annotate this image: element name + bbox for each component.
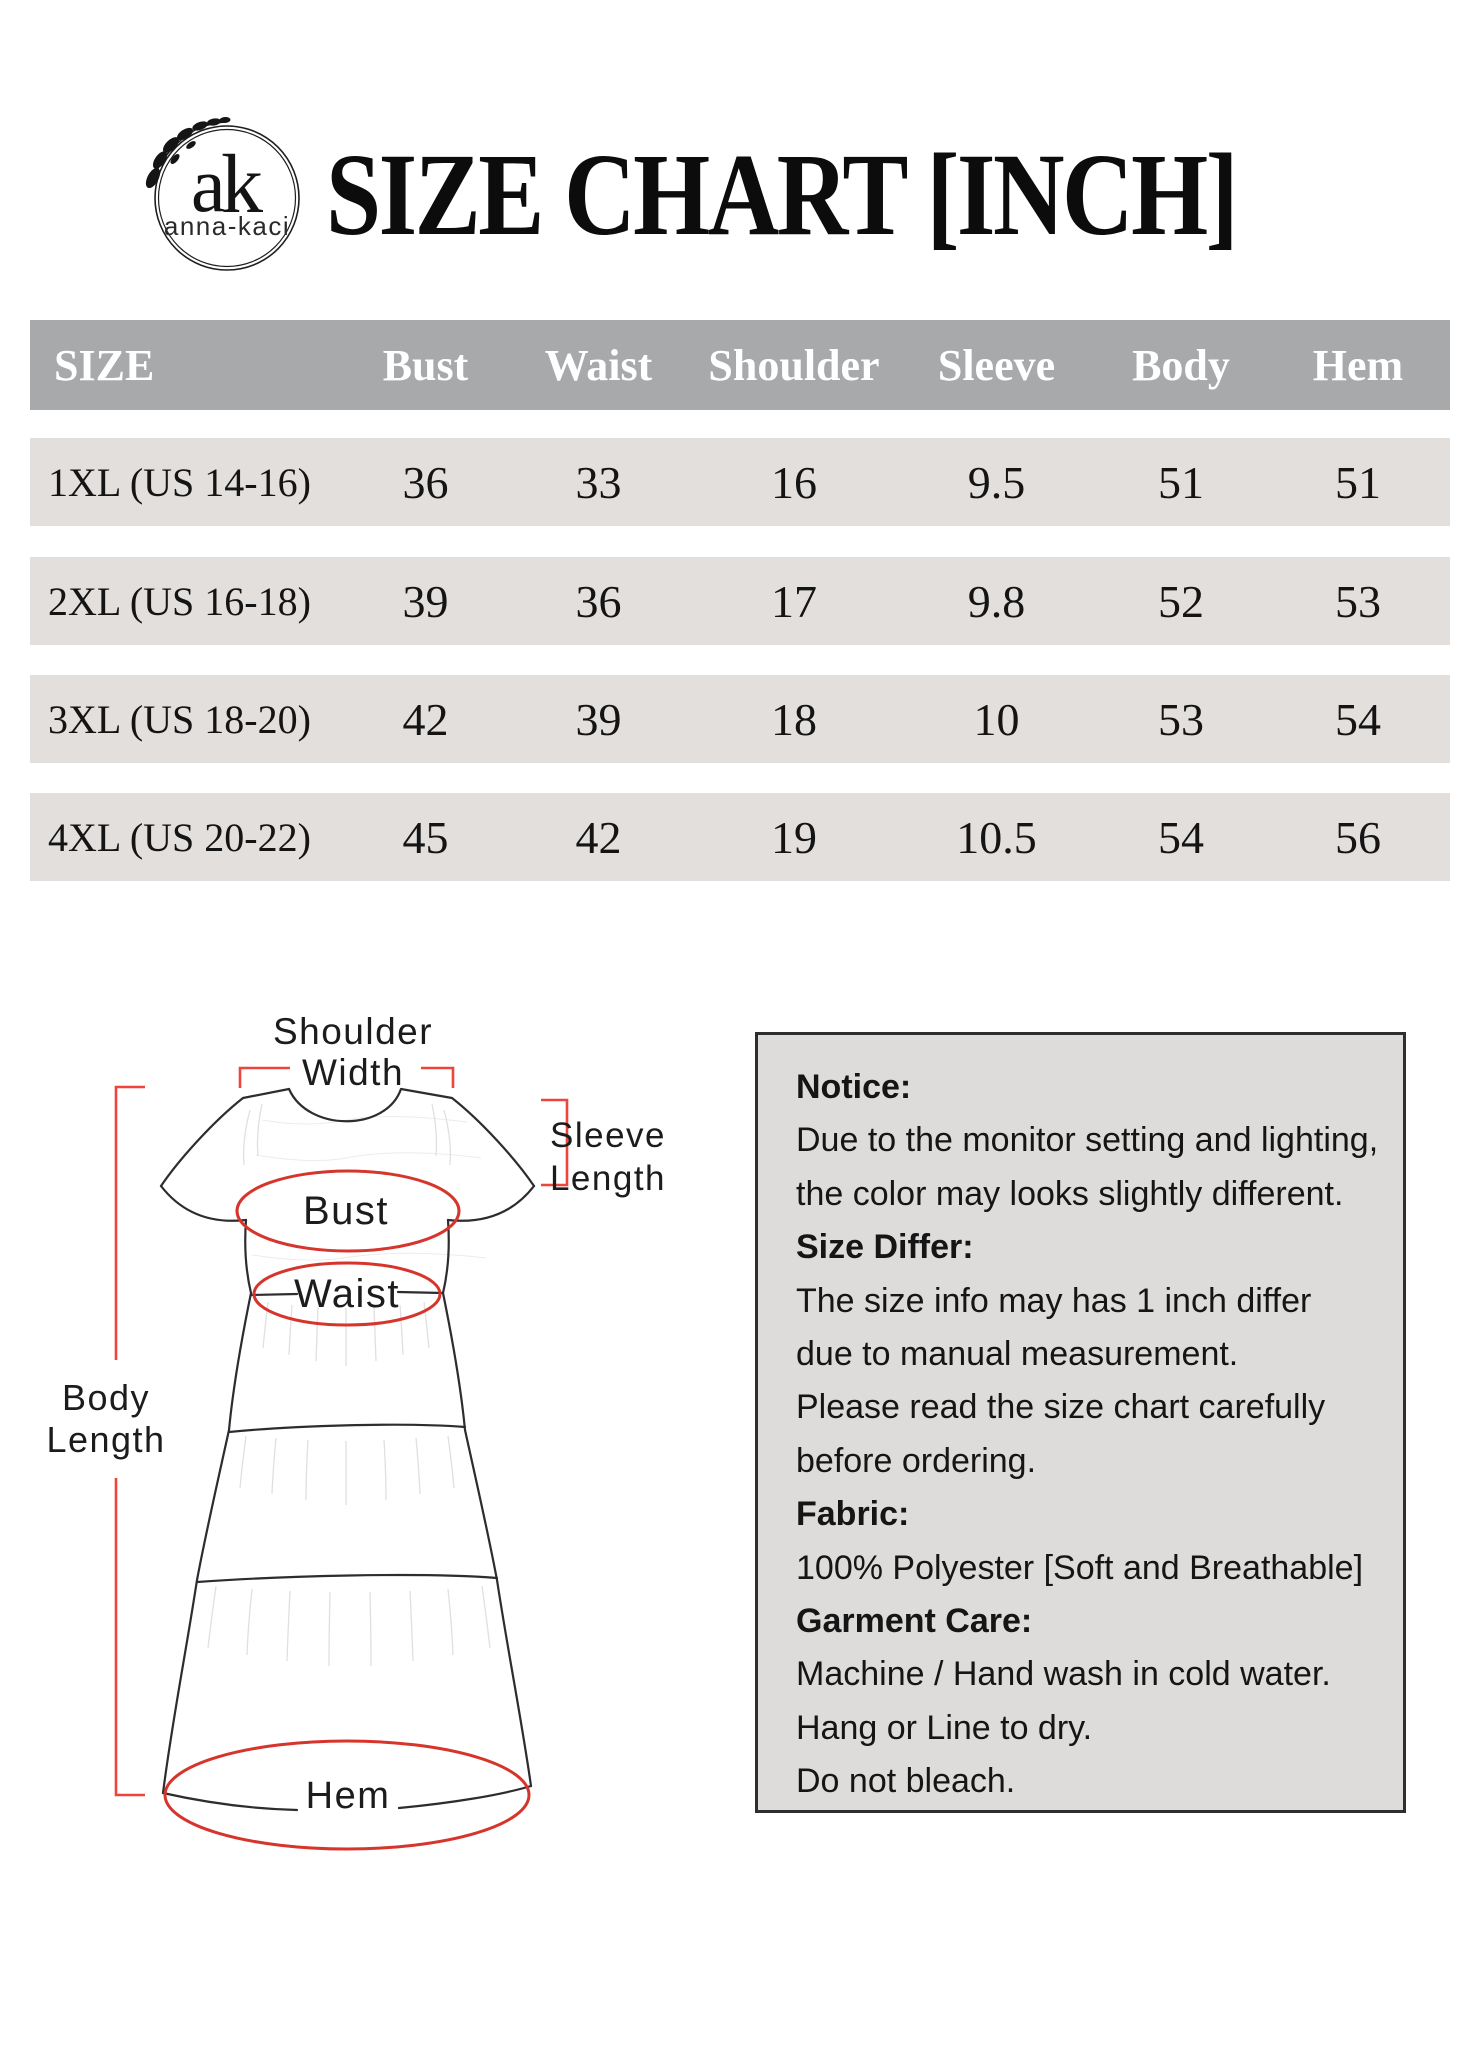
column-header-hem: Hem [1312, 340, 1404, 390]
body-cell: 54 [1158, 811, 1204, 863]
size-table-header [30, 320, 1450, 410]
waist-cell: 36 [575, 575, 622, 627]
bust-cell: 45 [402, 811, 449, 863]
bust-cell: 39 [402, 575, 449, 627]
bust-cell: 42 [402, 693, 449, 745]
table-row [30, 675, 1450, 763]
size-differ-heading: Size Differ: [796, 1228, 974, 1267]
garment-care-heading: Garment Care: [796, 1602, 1033, 1641]
waist-cell: 33 [575, 456, 622, 508]
notice-text-line: Hang or Line to dry. [796, 1708, 1093, 1747]
shoulder-width-label-line1: Shoulder [272, 1011, 434, 1052]
dress-measurement-diagram [40, 990, 760, 1870]
page-title: SIZE CHART [INCH] [326, 129, 1237, 260]
column-header-size: SIZE [54, 340, 155, 390]
notice-text-line: 100% Polyester [Soft and Breathable] [796, 1548, 1364, 1587]
notice-heading: Notice: [796, 1068, 912, 1106]
column-header-waist: Waist [544, 340, 653, 390]
notice-text-line: Please read the size chart carefully [796, 1388, 1326, 1427]
size-label-cell: 3XL (US 18-20) [48, 696, 311, 742]
bust-label: Bust [302, 1189, 390, 1233]
body-length-label-line2: Length [46, 1419, 166, 1460]
shoulder-cell: 19 [771, 811, 817, 863]
fabric-heading: Fabric: [796, 1495, 910, 1534]
waist-cell: 42 [575, 811, 622, 863]
logo-monogram-a: a [191, 141, 226, 228]
brand-logo [145, 115, 315, 285]
sleeve-cell: 9.8 [967, 575, 1026, 627]
logo-brand-name: anna-kaci [163, 211, 291, 241]
skirt-gather-lines [208, 1302, 490, 1666]
notice-text-line: Do not bleach. [796, 1762, 1016, 1801]
hem-cell: 53 [1335, 575, 1381, 627]
shoulder-width-label-line2: Width [301, 1052, 405, 1093]
hem-cell: 54 [1335, 693, 1381, 745]
notice-text-line: Machine / Hand wash in cold water. [796, 1655, 1331, 1694]
tier-seam-2 [197, 1575, 497, 1582]
body-cell: 52 [1158, 575, 1204, 627]
hem-cell: 51 [1335, 456, 1381, 508]
waist-cell: 39 [575, 693, 622, 745]
notice-text-line: the color may looks slightly different. [796, 1174, 1344, 1213]
size-label-cell: 2XL (US 16-18) [48, 578, 311, 624]
notice-panel [755, 1032, 1406, 1813]
column-header-shoulder: Shoulder [708, 340, 880, 390]
notice-text-line: The size info may has 1 inch differ [796, 1281, 1312, 1320]
table-row [30, 557, 1450, 645]
hem-cell: 56 [1335, 811, 1381, 863]
bust-cell: 36 [402, 456, 449, 508]
body-cell: 51 [1158, 456, 1204, 508]
sleeve-length-label-line1: Sleeve [549, 1116, 667, 1155]
column-header-bust: Bust [382, 340, 469, 390]
sleeve-gather-lines [244, 1104, 451, 1165]
sleeve-length-label-line2: Length [549, 1159, 667, 1198]
shoulder-cell: 16 [771, 456, 817, 508]
sleeve-cell: 9.5 [967, 456, 1026, 508]
waist-label: Waist [293, 1272, 401, 1316]
size-label-cell: 1XL (US 14-16) [48, 459, 311, 505]
tier-seam-1 [229, 1425, 465, 1432]
hem-label: Hem [305, 1775, 391, 1817]
logo-monogram-k: k [221, 138, 263, 231]
shoulder-cell: 18 [771, 693, 817, 745]
table-row [30, 438, 1450, 526]
column-header-body: Body [1132, 340, 1230, 390]
size-label-cell: 4XL (US 20-22) [48, 814, 311, 860]
sleeve-cell: 10.5 [956, 811, 1037, 863]
sleeve-cell: 10 [973, 693, 1020, 745]
column-header-sleeve: Sleeve [937, 340, 1056, 390]
table-row [30, 793, 1450, 881]
notice-text-line: Due to the monitor setting and lighting, [796, 1121, 1379, 1160]
notice-text-line: before ordering. [796, 1441, 1037, 1480]
body-cell: 53 [1158, 693, 1204, 745]
shoulder-cell: 17 [771, 575, 817, 627]
body-length-label-line1: Body [61, 1377, 151, 1418]
notice-text-line: due to manual measurement. [796, 1335, 1239, 1374]
